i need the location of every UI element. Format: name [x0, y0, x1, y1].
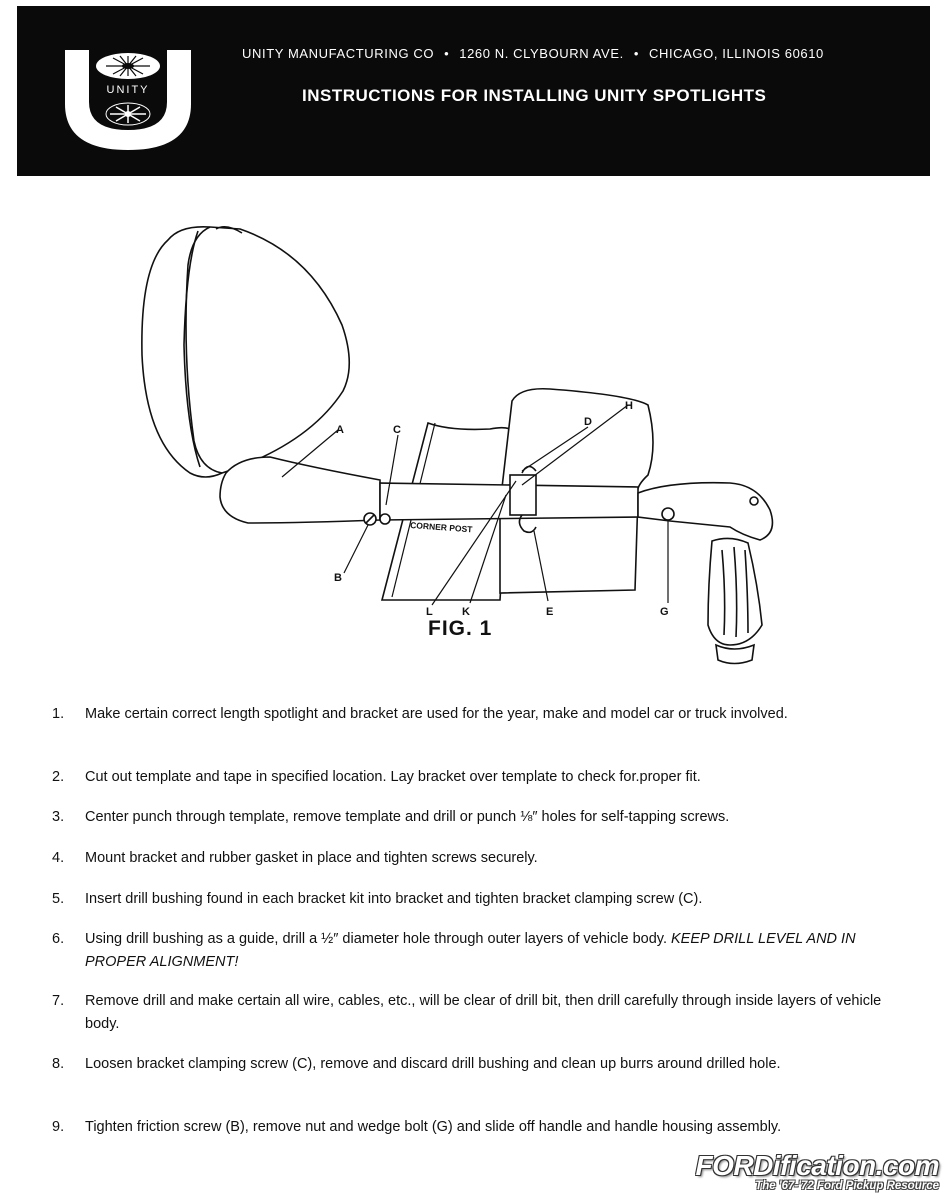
step-number: 2. — [52, 769, 65, 785]
step-text: Tighten friction screw (B), remove nut and wedge bolt (G) and slide off handle and handle housing assembly. — [85, 1119, 782, 1135]
spotlight-arm — [220, 457, 380, 523]
company-name: UNITY MANUFACTURING CO — [242, 46, 435, 61]
unity-logo — [61, 42, 196, 154]
logo-text: UNITY — [106, 84, 150, 96]
handle-housing — [638, 483, 772, 540]
step-text: Using drill bushing as a guide, drill a ½″ diameter hole through outer layers of vehicle body. — [85, 931, 671, 947]
label-a: A — [336, 424, 344, 436]
step-text: Cut out template and tape in specified location. Lay bracket over template to check for.proper fit. — [85, 769, 701, 785]
step-text: Loosen bracket clamping screw (C), remove and discard drill bushing and clean up burrs around drilled hole. — [85, 1056, 781, 1072]
company-address: 1260 N. CLYBOURN AVE. — [459, 46, 624, 61]
step-number: 9. — [52, 1119, 65, 1135]
mounting-bracket — [510, 475, 536, 515]
label-c: C — [393, 424, 401, 436]
label-b: B — [334, 572, 342, 584]
company-address-line — [242, 46, 824, 61]
handle-knob — [716, 645, 754, 664]
label-h: H — [625, 400, 633, 412]
label-d: D — [584, 416, 592, 428]
label-l: L — [426, 606, 433, 618]
step-number: 5. — [52, 891, 65, 907]
spotlight-shaft — [380, 483, 638, 520]
step-number: 7. — [52, 993, 65, 1009]
step-text: Remove drill and make certain all wire, cables, etc., will be clear of drill bit, then drill carefully through inside layers of vehicle body. — [85, 993, 882, 1032]
step-text: Make certain correct length spotlight and bracket are used for the year, make and model car or truck involved. — [85, 706, 788, 722]
label-corner-post: CORNER POST — [409, 520, 473, 535]
step-number: 8. — [52, 1056, 65, 1072]
step-number: 4. — [52, 850, 65, 866]
spotlight-installation-diagram — [130, 205, 810, 675]
step-text-wrapper — [85, 928, 890, 974]
step-number: 6. — [52, 931, 65, 947]
step-emphasis: KEEP DRILL LEVEL AND IN PROPER ALIGNMENT! — [85, 931, 856, 970]
watermark-title: FORDification.com — [695, 1150, 939, 1181]
step-number: 1. — [52, 706, 65, 722]
document-title: INSTRUCTIONS FOR INSTALLING UNITY SPOTLIGHTS — [302, 86, 767, 105]
separator-dot: • — [444, 46, 450, 61]
company-city: CHICAGO, ILLINOIS 60610 — [648, 46, 824, 61]
clamping-screw-c — [380, 514, 390, 524]
spotlight-housing — [142, 227, 349, 477]
step-number: 3. — [52, 809, 65, 825]
watermark-subtitle: The '67-'72 Ford Pickup Resource — [755, 1180, 939, 1192]
step-text: Center punch through template, remove template and drill or punch ⅛″ holes for self-tapping screws. — [85, 809, 730, 825]
wedge-bolt-g — [662, 508, 674, 520]
label-k: K — [462, 606, 470, 618]
figure-caption: FIG. 1 — [428, 617, 493, 640]
site-watermark — [695, 1150, 943, 1198]
label-e: E — [546, 606, 554, 618]
document-header — [17, 6, 930, 176]
separator-dot: • — [633, 46, 639, 61]
label-g: G — [660, 606, 669, 618]
step-text: Insert drill bushing found in each bracket kit into bracket and tighten bracket clamping screw (C). — [85, 891, 703, 907]
step-text: Mount bracket and rubber gasket in place and tighten screws securely. — [85, 850, 538, 866]
